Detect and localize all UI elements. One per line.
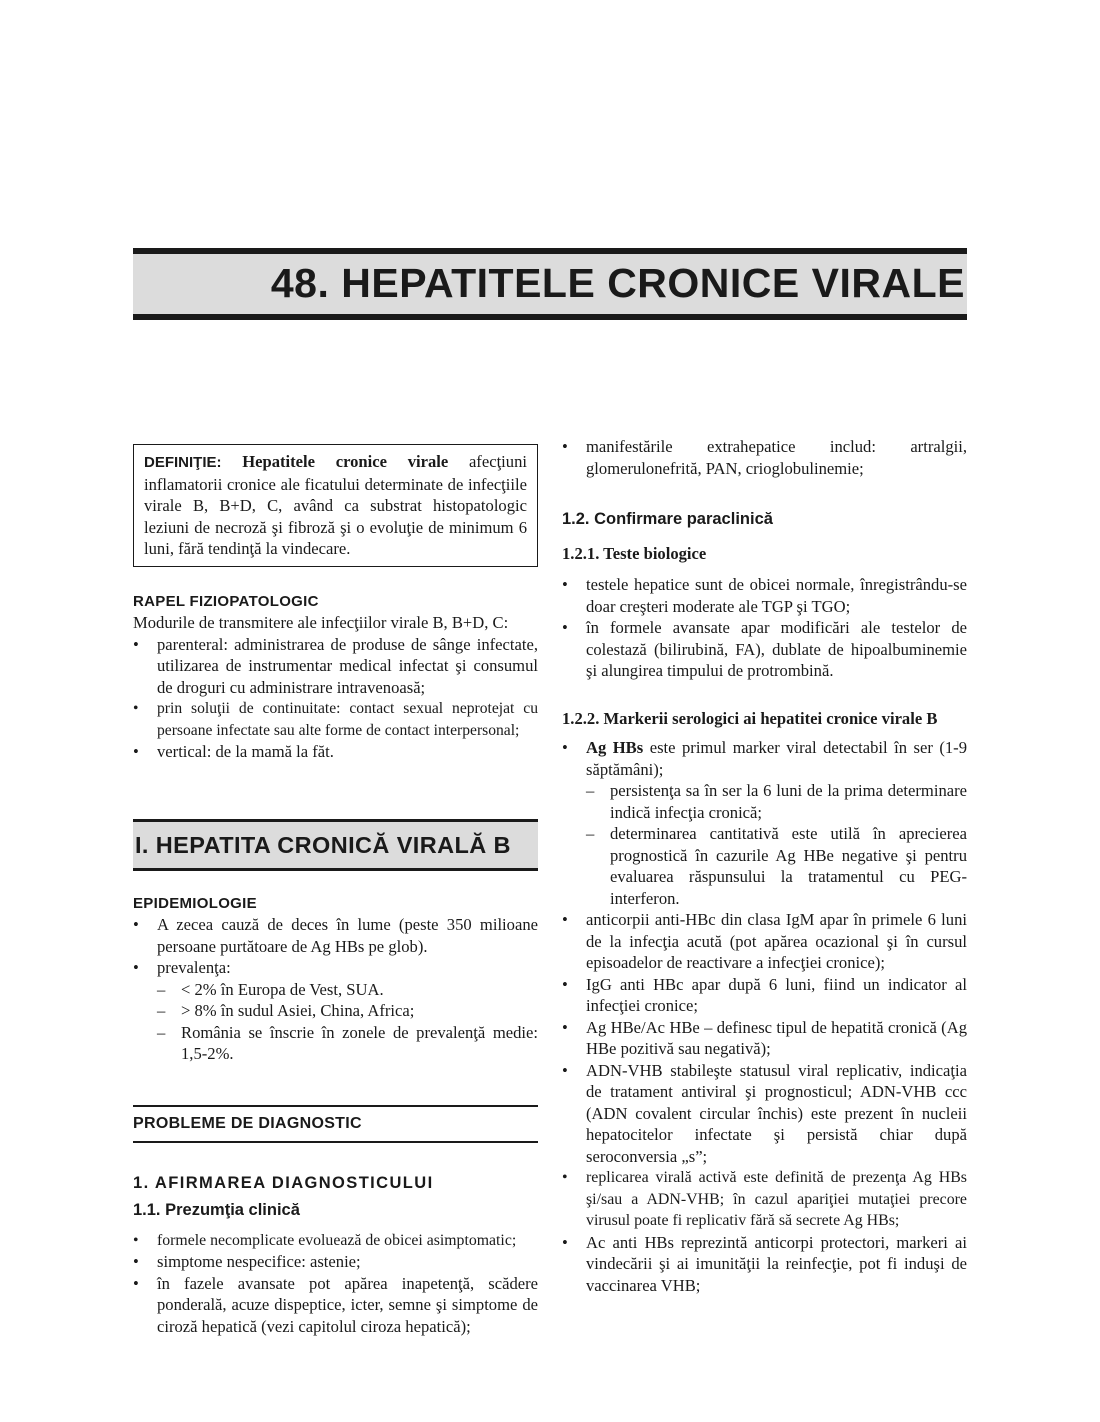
aghbs-text: este primul marker viral detectabil în ser (1-9 săptămâni); [586, 738, 967, 779]
teste-list [562, 574, 967, 682]
list-item: • Ag HBe/Ac HBe – definesc tipul de hepatită cronică (Ag HBe pozitivă sau negativă); [562, 1017, 967, 1060]
prevalenta-sublist [133, 979, 538, 1065]
list-item: • formele necomplicate evoluează de obicei asimptomatic; [133, 1230, 538, 1252]
markers-list [562, 737, 967, 780]
list-item: • simptome nespecifice: astenie; [133, 1251, 538, 1273]
aghbs-term: Ag HBs [586, 738, 644, 757]
afirmarea-heading: 1. AFIRMAREA DIAGNOSTICULUI [133, 1173, 434, 1192]
list-item: – > 8% în sudul Asiei, China, Africa; [133, 1000, 538, 1022]
list-item: – determinarea cantitativă este utilă în aprecierea prognostică în cazurile Ag HBe negative şi pentru evaluarea răspunsului la tratamentul cu PEG-interferon. [562, 823, 967, 909]
definition-text: afecţiuni inflamatorii cronice ale ficatului determinate de infecţiile virale B, B+D, C, având ca substrat histopatologic leziuni de necroză şi fibroză şi o evoluţie de minimum 6 luni, fără tendinţă la vindecare. [144, 452, 527, 558]
list-item: • prevalenţa: [133, 957, 538, 979]
list-item: – < 2% în Europa de Vest, SUA. [133, 979, 538, 1001]
confirmare-heading: 1.2. Confirmare paraclinică [562, 510, 773, 528]
aghbs-sublist [562, 780, 967, 909]
prezumtia-list [133, 1230, 538, 1338]
left-column [133, 436, 538, 1337]
epidemiologie-heading: EPIDEMIOLOGIE [133, 894, 257, 912]
teste-heading: 1.2.1. Teste biologice [562, 543, 707, 563]
extrahepatic-list [562, 436, 967, 479]
list-item: • ADN-VHB stabileşte statusul viral replicativ, indicaţia de tratament antiviral şi prognosticul; ADN-VHB ccc (ADN covalent circular închis) este prezent în nucleii hepatocitelor infectate şi persistă chiar după seroconversia „s”; [562, 1060, 967, 1168]
definition-term: Hepatitele cronice virale [242, 452, 449, 471]
definition-label: DEFINIŢIE: [144, 454, 222, 471]
list-item: • anticorpii anti-HBc din clasa IgM apar în primele 6 luni de la infecţia acută (pot apărea ocazional şi în cursul episoadelor de reactivare a infecţiei cronice); [562, 909, 967, 974]
list-item: • testele hepatice sunt de obicei normale, înregistrându-se doar creşteri moderate ale TGP şi TGO; [562, 574, 967, 617]
list-item: • parenteral: administrarea de produse de sânge infectate, utilizarea de instrumentar medical infectat şi consumul de droguri cu administrare intravenoasă; [133, 634, 538, 699]
chapter-title: 48. HEPATITELE CRONICE VIRALE [270, 260, 965, 306]
list-item: • A zecea cauză de deces în lume (peste 350 milioane persoane purtătoare de Ag HBs pe glob). [133, 914, 538, 957]
section-title: I. HEPATITA CRONICĂ VIRALĂ B [135, 831, 511, 858]
list-item: • Ac anti HBs reprezintă anticorpi protectori, markeri ai vindecării şi ai imunităţii la reinfecţie, pot fi induşi de vaccinarea VHB; [562, 1232, 967, 1297]
markerii-heading: 1.2.2. Markerii serologici ai hepatitei cronice virale B [562, 708, 938, 728]
list-item: – persistenţa sa în ser la 6 luni de la prima determinare indică infecţia cronică; [562, 780, 967, 823]
chapter-header-band [133, 248, 967, 320]
list-item: • în fazele avansate pot apărea inapetenţă, scădere ponderală, acuze dispeptice, icter, semne şi simptome de ciroză hepatică (vezi capitolul ciroza hepatică); [133, 1273, 538, 1338]
prezumtia-heading: 1.1. Prezumţia clinică [133, 1201, 300, 1219]
list-item [562, 737, 967, 780]
section-header-band [133, 819, 538, 871]
list-item: – România se înscrie în zonele de prevalenţă medie: 1,5-2%. [133, 1022, 538, 1065]
probleme-heading: PROBLEME DE DIAGNOSTIC [133, 1114, 362, 1132]
rapel-heading: RAPEL FIZIOPATOLOGIC [133, 592, 319, 610]
list-item: • replicarea virală activă este definită de prezenţa Ag HBs şi/sau a ADN-VHB; în cazul apariţiei mutaţiei precore virusul poate fi replicativ fără să secrete Ag HBs; [562, 1167, 967, 1232]
list-item: • vertical: de la mamă la făt. [133, 741, 538, 763]
markers-list-cont [562, 909, 967, 1296]
rapel-intro: Modurile de transmitere ale infecţiilor virale B, B+D, C: [133, 613, 509, 632]
list-item: • în formele avansate apar modificări ale testelor de colestază (bilirubină, FA), dublate de hipoalbuminemie şi alungirea timpului de protrombină. [562, 617, 967, 682]
list-item: • prin soluţii de continuitate: contact sexual neprotejat cu persoane infectate sau alte forme de contact interpersonal; [133, 698, 538, 741]
epidemiologie-list [133, 914, 538, 979]
definition-box [133, 444, 538, 567]
right-column [562, 436, 967, 1296]
list-item: • IgG anti HBc apar după 6 luni, fiind un indicator al infecţiei cronice; [562, 974, 967, 1017]
probleme-heading-band [133, 1105, 538, 1143]
list-item: • manifestările extrahepatice includ: artralgii, glomerulonefrită, PAN, crioglobulinemie; [562, 436, 967, 479]
rapel-list [133, 634, 538, 763]
